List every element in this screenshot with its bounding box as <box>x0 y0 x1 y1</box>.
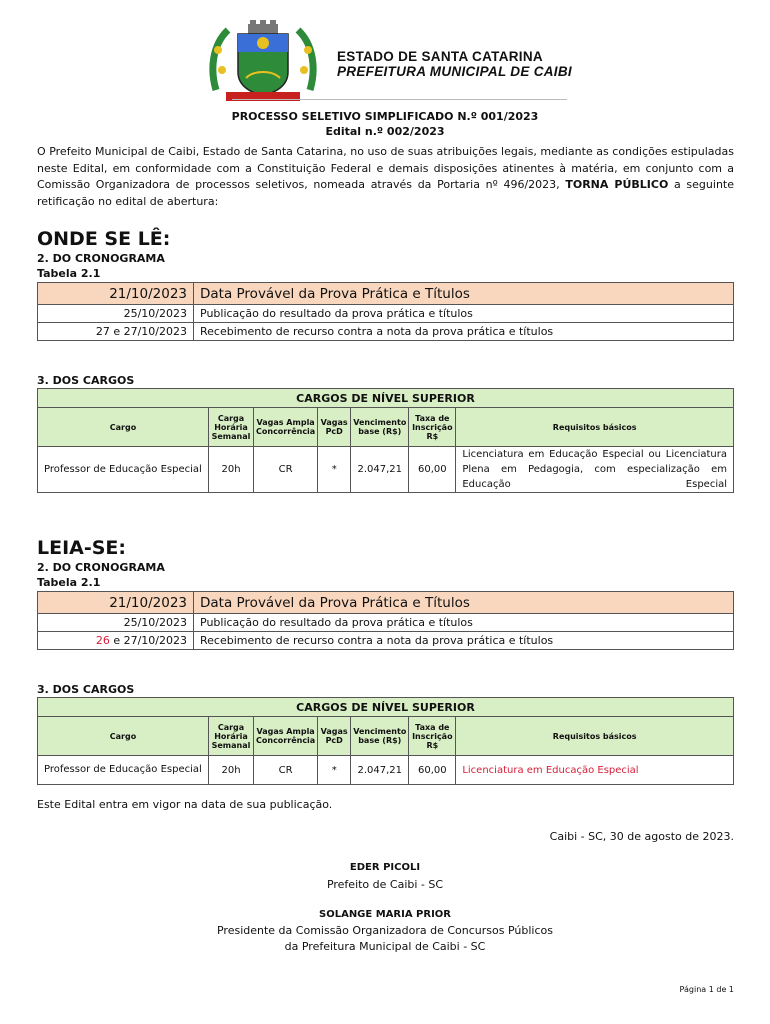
signatory-2-role-line1: Presidente da Comissão Organizadora de Concursos Públicos <box>216 924 553 937</box>
onde-cronograma-table <box>37 282 734 341</box>
signatory-2-name: SOLANGE MARIA PRIOR <box>319 909 451 920</box>
leia-cargos-table <box>37 697 734 785</box>
intro-paragraph: O Prefeito Municipal de Caibi, Estado de Santa Catarina, no uso de suas atribuições legais, mediante as condições estipuladas neste Edital, em conformidade com a Constituição Federal e demais disposições atinentes à matéria, em conjunto com a Comissão Organizadora de processos seletivos, nomeada através da Portaria nº 496/2023, TORNA PÚBLICO a seguinte retificação no edital de abertura: <box>37 145 734 208</box>
signatory-1-name: EDER PICOLI <box>349 862 421 873</box>
process-title: PROCESSO SELETIVO SIMPLIFICADO N.º 001/2023 <box>231 110 539 123</box>
table-header-row: Cargo Carga Horária Semanal Vagas Ampla Concorrência Vagas PcD Vencimento base (R$) Taxa de Inscrição R$ Requisitos básicos <box>38 717 734 756</box>
onde-tabela-label: Tabela 2.1 <box>37 267 101 280</box>
onde-cargos-table <box>37 388 734 493</box>
table-row: Professor de Educação Especial 20h CR * 2.047,21 60,00 Licenciatura em Educação Especial <box>38 756 734 785</box>
place-date: Caibi - SC, 30 de agosto de 2023. <box>549 830 734 843</box>
coat-of-arms-logo <box>208 20 318 104</box>
leia-section-cargos: 3. DOS CARGOS <box>37 683 135 696</box>
table-title-row: CARGOS DE NÍVEL SUPERIOR <box>38 389 734 408</box>
table-row: 26 e 27/10/2023 Recebimento de recurso contra a nota da prova prática e títulos <box>38 632 734 650</box>
corrected-requirement: Licenciatura em Educação Especial <box>456 756 734 785</box>
leia-section-cronograma: 2. DO CRONOGRAMA <box>37 561 165 574</box>
prefeitura-name: PREFEITURA MUNICIPAL DE CAIBI <box>337 64 572 79</box>
table-row: 21/10/2023 Data Provável da Prova Prática e Títulos <box>38 283 734 305</box>
torna-publico: TORNA PÚBLICO <box>565 178 669 191</box>
onde-section-cronograma: 2. DO CRONOGRAMA <box>37 252 165 265</box>
leia-cronograma-table <box>37 591 734 650</box>
onde-section-cargos: 3. DOS CARGOS <box>37 374 135 387</box>
table-row: Professor de Educação Especial 20h CR * 2.047,21 60,00 Licenciatura em Educação Especial ou Licenciatura Plena em Pedagogia, com especialização em Educação Especial <box>38 447 734 493</box>
table-row: 27 e 27/10/2023 Recebimento de recurso contra a nota da prova prática e títulos <box>38 323 734 341</box>
state-name: ESTADO DE SANTA CATARINA <box>337 49 543 64</box>
leia-heading: LEIA-SE: <box>37 537 127 559</box>
table-row: 21/10/2023 Data Provável da Prova Prática e Títulos <box>38 592 734 614</box>
edital-title: Edital n.º 002/2023 <box>325 125 445 138</box>
signatory-1-role: Prefeito de Caibi - SC <box>326 878 444 891</box>
table-row: 25/10/2023 Publicação do resultado da prova prática e títulos <box>38 305 734 323</box>
leia-tabela-label: Tabela 2.1 <box>37 576 101 589</box>
header-divider <box>232 99 567 100</box>
onde-heading: ONDE SE LÊ: <box>37 228 171 250</box>
vigor-statement: Este Edital entra em vigor na data de sua publicação. <box>37 798 333 811</box>
table-row: 25/10/2023 Publicação do resultado da prova prática e títulos <box>38 614 734 632</box>
table-header-row: Cargo Carga Horária Semanal Vagas Ampla Concorrência Vagas PcD Vencimento base (R$) Taxa de Inscrição R$ Requisitos básicos <box>38 408 734 447</box>
signatory-2-role-line2: da Prefeitura Municipal de Caibi - SC <box>284 940 486 953</box>
table-title-row: CARGOS DE NÍVEL SUPERIOR <box>38 698 734 717</box>
corrected-date: 26 <box>95 634 110 647</box>
page-number: Página 1 de 1 <box>679 985 734 994</box>
